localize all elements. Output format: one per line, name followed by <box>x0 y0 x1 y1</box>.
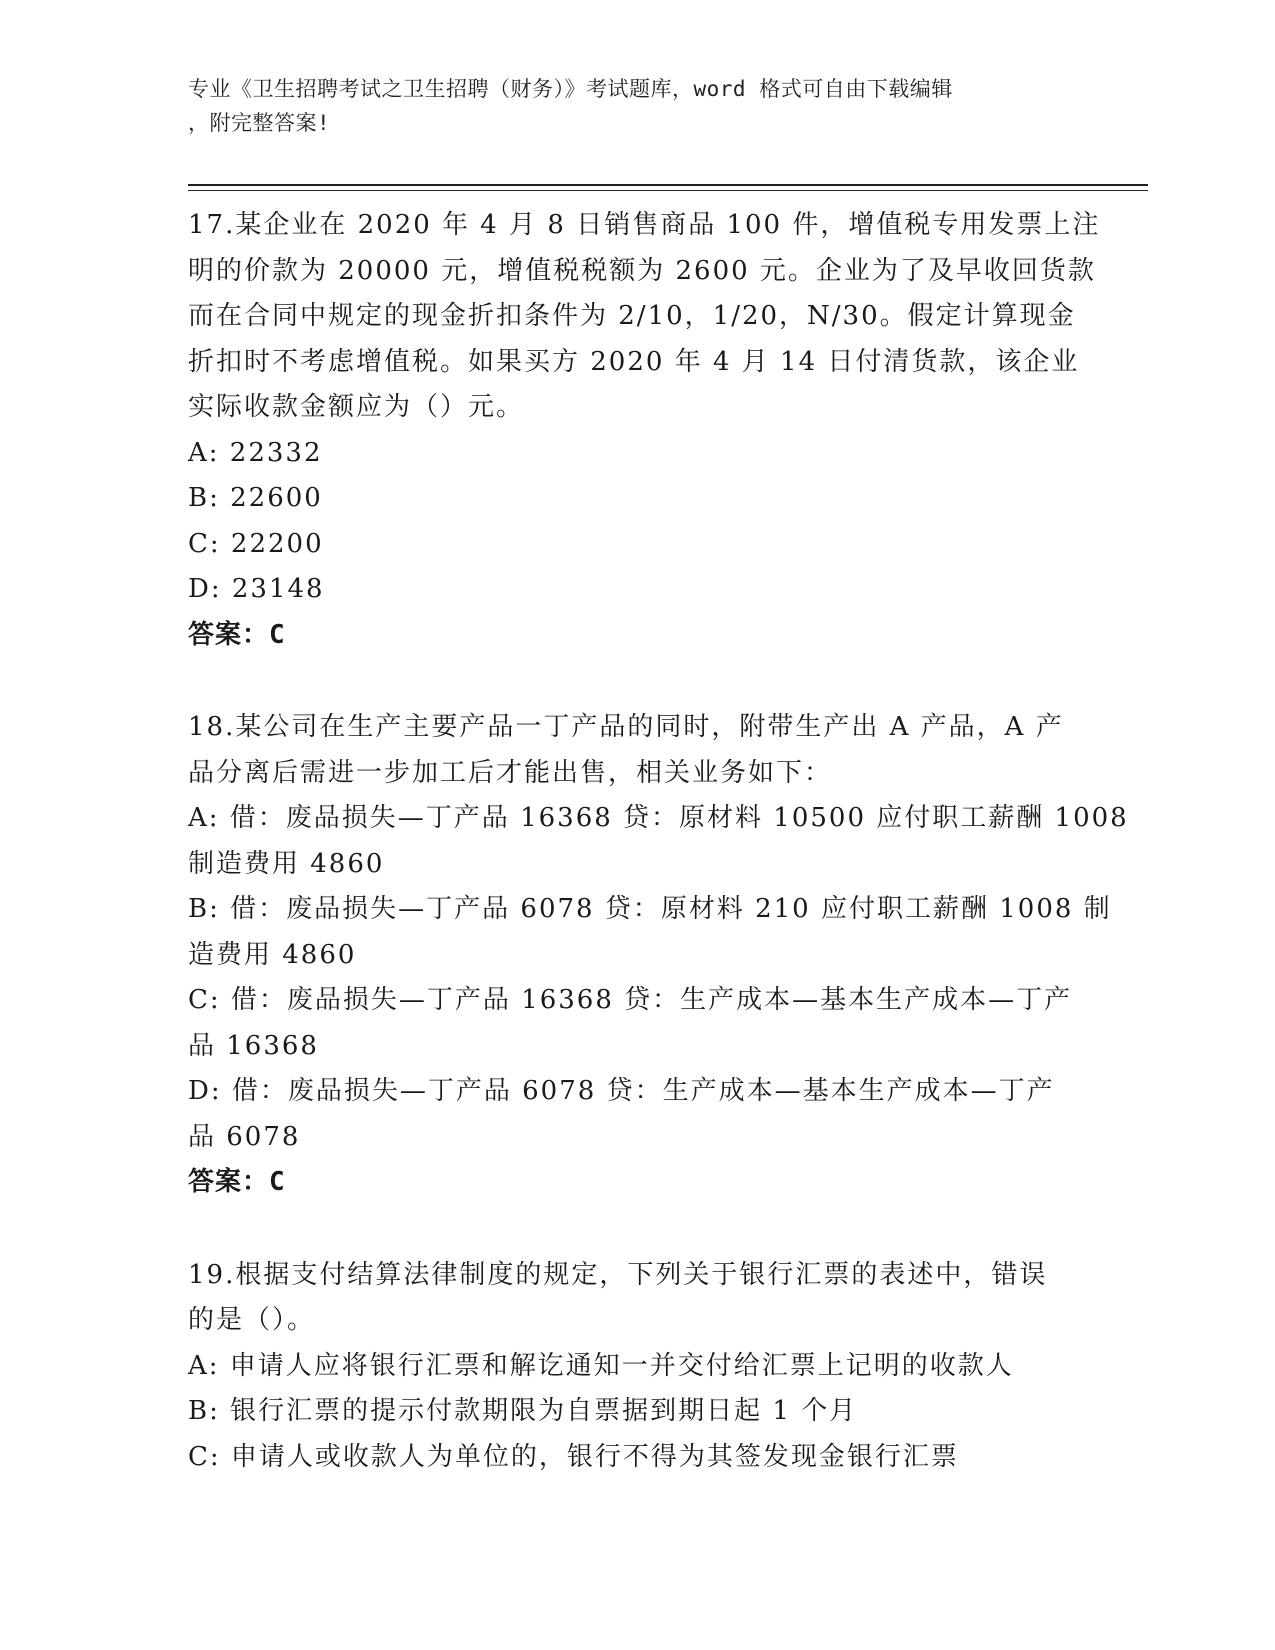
question-19 <box>188 1253 1068 1481</box>
option-b: B: 22600 <box>188 483 323 513</box>
question-spacer <box>188 658 1068 705</box>
question-stem-line: 而在合同中规定的现金折扣条件为 2/10，1/20，N/30。假定计算现金 <box>188 301 1076 331</box>
question-18 <box>188 705 1129 1206</box>
question-stem-line: 品分离后需进一步加工后才能出售，相关业务如下： <box>188 757 833 788</box>
option-a: A: 22332 <box>188 437 323 468</box>
question-stem-line: 18.某公司在生产主要产品一丁产品的同时，附带生产出 A 产品，A 产 <box>188 712 1064 742</box>
option-b-continued: 造费用 4860 <box>188 939 357 970</box>
header-divider-thin <box>188 190 1148 191</box>
question-stem-line: 19.根据支付结算法律制度的规定，下列关于银行汇票的表述中，错误 <box>188 1259 1048 1290</box>
answer-label: 答案：C <box>188 1167 286 1197</box>
option-c-continued: 品 16368 <box>188 1030 319 1061</box>
question-stem-line: 明的价款为 20000 元，增值税税额为 2600 元。企业为了及早收回货款 <box>188 255 1096 286</box>
header-line: 专业《卫生招聘考试之卫生招聘（财务）》考试题库，word 格式可自由下载编辑 <box>188 77 953 101</box>
option-d-continued: 品 6078 <box>188 1121 301 1152</box>
question-17 <box>188 203 1101 658</box>
question-stem-line: 折扣时不考虑增值税。如果买方 2020 年 4 月 14 日付清货款，该企业 <box>188 346 1080 377</box>
option-a: A: 申请人应将银行汇票和解讫通知一并交付给汇票上记明的收款人 <box>188 1350 1014 1381</box>
question-stem-line: 17.某企业在 2020 年 4 月 8 日销售商品 100 件，增值税专用发票上注 <box>188 210 1101 240</box>
header-line: ，附完整答案! <box>188 111 331 135</box>
question-list <box>188 203 1129 1480</box>
question-spacer <box>188 1206 1068 1253</box>
option-c: C: 22200 <box>188 528 324 559</box>
option-a-continued: 制造费用 4860 <box>188 848 385 879</box>
option-c: C: 借：废品损失—丁产品 16368 贷：生产成本—基本生产成本—丁产 <box>188 985 1073 1015</box>
option-b: B: 银行汇票的提示付款期限为自票据到期日起 1 个月 <box>188 1396 858 1426</box>
document-page <box>188 72 1148 1480</box>
header-divider <box>188 184 1148 186</box>
option-c: C: 申请人或收款人为单位的，银行不得为其签发现金银行汇票 <box>188 1441 959 1472</box>
option-d: D: 23148 <box>188 574 325 604</box>
document-header <box>188 72 1088 140</box>
answer-label: 答案：C <box>188 619 286 650</box>
option-b: B: 借：废品损失—丁产品 6078 贷：原材料 210 应付职工薪酬 1008 制 <box>188 894 1112 924</box>
option-a: A: 借：废品损失—丁产品 16368 贷：原材料 10500 应付职工薪酬 1008 <box>188 803 1129 833</box>
question-stem-line: 的是（）。 <box>188 1305 316 1335</box>
option-d: D: 借：废品损失—丁产品 6078 贷：生产成本—基本生产成本—丁产 <box>188 1076 1055 1106</box>
question-stem-line: 实际收款金额应为（）元。 <box>188 392 525 422</box>
